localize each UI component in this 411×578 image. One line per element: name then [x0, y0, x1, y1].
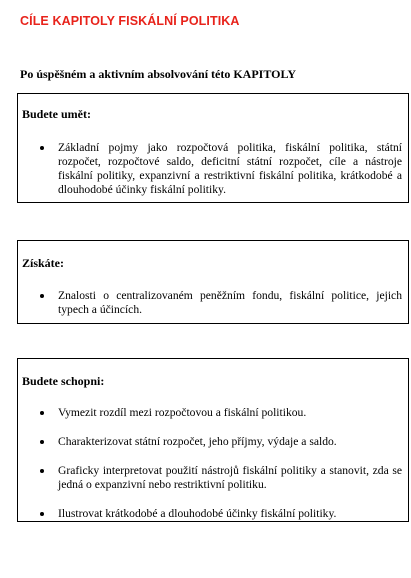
intro-text: Po úspěšném a aktivním absolvování této KAPITOLY	[20, 67, 297, 81]
section-budete-umet	[17, 93, 409, 203]
list-item	[18, 141, 408, 197]
bullet-icon	[40, 146, 44, 150]
list-item	[18, 406, 408, 420]
section-heading: Získáte:	[22, 256, 64, 270]
bullet-icon	[40, 440, 44, 444]
list-item	[18, 464, 408, 492]
list-item	[18, 507, 408, 521]
bullet-list	[18, 406, 408, 536]
bullet-icon	[40, 512, 44, 516]
list-item-text: Vymezit rozdíl mezi rozpočtovou a fiskální politikou.	[58, 406, 307, 419]
list-item-text: Znalosti o centralizovaném peněžním fondu, fiskální politice, jejich typech a účincích.	[58, 289, 402, 316]
section-heading: Budete schopni:	[22, 374, 105, 388]
bullet-list	[18, 141, 408, 197]
section-ziskate	[17, 240, 409, 324]
list-item-text: Základní pojmy jako rozpočtová politika, fiskální politika, státní rozpočet, rozpočtové saldo, deficitní státní rozpočet, cíle a nástroje fiskální politiky, expanzivní a restriktivní fiskální politika, krátkodobé a dlouhodobé účinky fiskální politiky.	[58, 141, 402, 196]
bullet-list	[18, 289, 408, 317]
list-item-text: Graficky interpretovat použití nástrojů fiskální politiky a stanovit, zda se jedná o expanzivní nebo restriktivní politiku.	[58, 464, 402, 491]
section-heading: Budete umět:	[22, 107, 91, 121]
list-item-text: Ilustrovat krátkodobé a dlouhodobé účinky fiskální politiky.	[58, 507, 337, 520]
list-item-text: Charakterizovat státní rozpočet, jeho příjmy, výdaje a saldo.	[58, 435, 337, 448]
bullet-icon	[40, 294, 44, 298]
page-title: CÍLE KAPITOLY FISKÁLNÍ POLITIKA	[20, 14, 240, 28]
bullet-icon	[40, 411, 44, 415]
bullet-icon	[40, 469, 44, 473]
list-item	[18, 289, 408, 317]
list-item	[18, 435, 408, 449]
section-budete-schopni	[17, 358, 409, 522]
